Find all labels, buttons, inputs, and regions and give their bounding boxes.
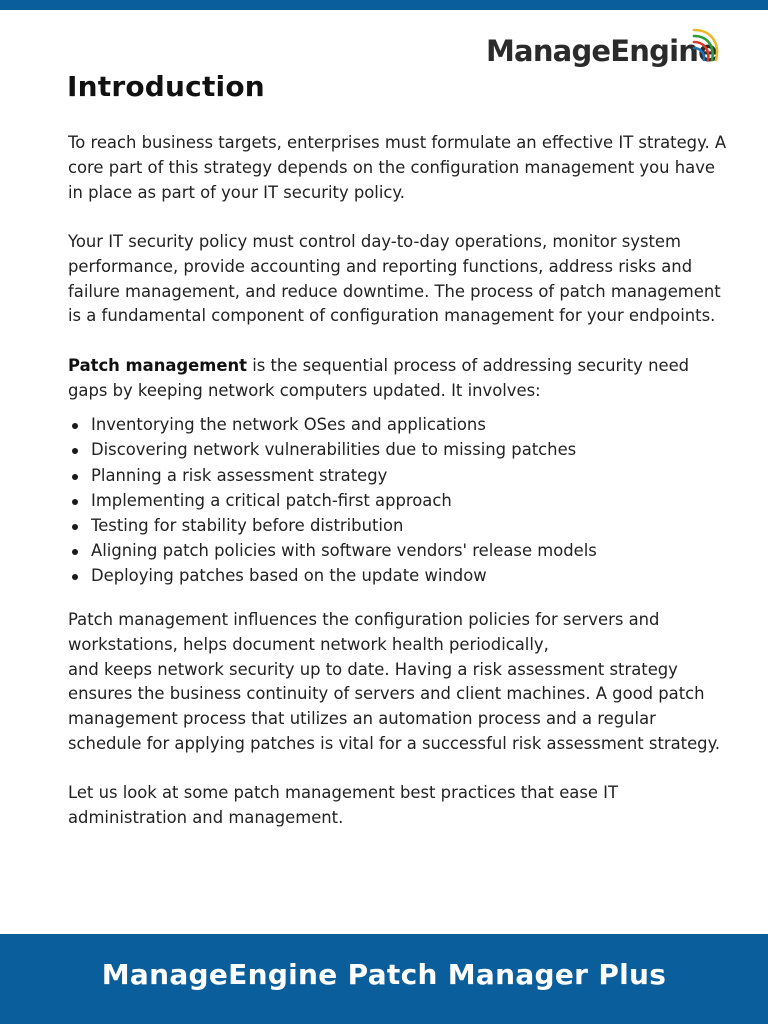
bullet-icon [72, 499, 78, 505]
bullet-icon [72, 574, 78, 580]
list-item-text: Aligning patch policies with software vendors' release models [91, 540, 597, 560]
list-item [68, 513, 728, 538]
list-item-text: Implementing a critical patch-first approach [91, 490, 452, 510]
bullet-icon [72, 524, 78, 530]
bullet-icon [72, 474, 78, 480]
logo-arc-blue [694, 48, 704, 60]
manageengine-logo [486, 26, 736, 76]
bullet-icon [72, 549, 78, 555]
bullet-icon [72, 448, 78, 454]
footer-product-title: ManageEngine Patch Manager Plus [101, 958, 667, 991]
list-item-text: Planning a risk assessment strategy [91, 465, 388, 485]
closing-paragraph: Let us look at some patch management best practices that ease IT administration and management. [68, 783, 619, 828]
list-item-text: Deploying patches based on the update window [91, 565, 487, 585]
influence-line-1: Patch management influences the configuration policies for servers and [68, 610, 660, 630]
bullet-icon [72, 423, 78, 429]
intro-paragraph: To reach business targets, enterprises must formulate an effective IT strategy. A core part of this strategy depends on the configuration management you have in place as part of your IT security policy. [68, 133, 727, 202]
logo-arcs-icon [686, 26, 726, 70]
list-item [68, 463, 728, 488]
list-item [68, 563, 728, 588]
list-item-text: Inventorying the network OSes and applications [91, 415, 486, 435]
footer-banner [0, 934, 768, 1024]
list-item [68, 437, 728, 462]
influence-line-2: workstations, helps document network health periodically, [68, 634, 549, 654]
list-item-text: Testing for stability before distribution [91, 515, 404, 535]
influence-line-rest: and keeps network security up to date. Having a risk assessment strategy ensures the business continuity of servers and client machines. A good patch management process that utilizes an automation process and a regular schedule for applying patches is vital for a successful risk assessment strategy. [68, 659, 721, 753]
patch-management-definition-text: is the sequential process of addressing security need gaps by keeping network computers updated. It involves: [68, 355, 690, 400]
list-item [68, 538, 728, 563]
page-title: Introduction [67, 70, 265, 103]
document-body [68, 131, 728, 831]
logo-wordmark: ManageEngine [486, 34, 717, 68]
security-policy-paragraph: Your IT security policy must control day-to-day operations, monitor system performance, provide accounting and reporting functions, address risks and failure management, and reduce downtime. The process of patch management is a fundamental component of configuration management for your endpoints. [68, 231, 721, 326]
patch-steps-list [68, 412, 728, 588]
top-accent-bar [0, 0, 768, 10]
list-item [68, 488, 728, 513]
influence-paragraph [68, 608, 728, 757]
list-item [68, 412, 728, 437]
patch-management-definition [68, 354, 728, 404]
list-item-text: Discovering network vulnerabilities due to missing patches [91, 440, 577, 460]
patch-management-term: Patch management [68, 355, 247, 375]
